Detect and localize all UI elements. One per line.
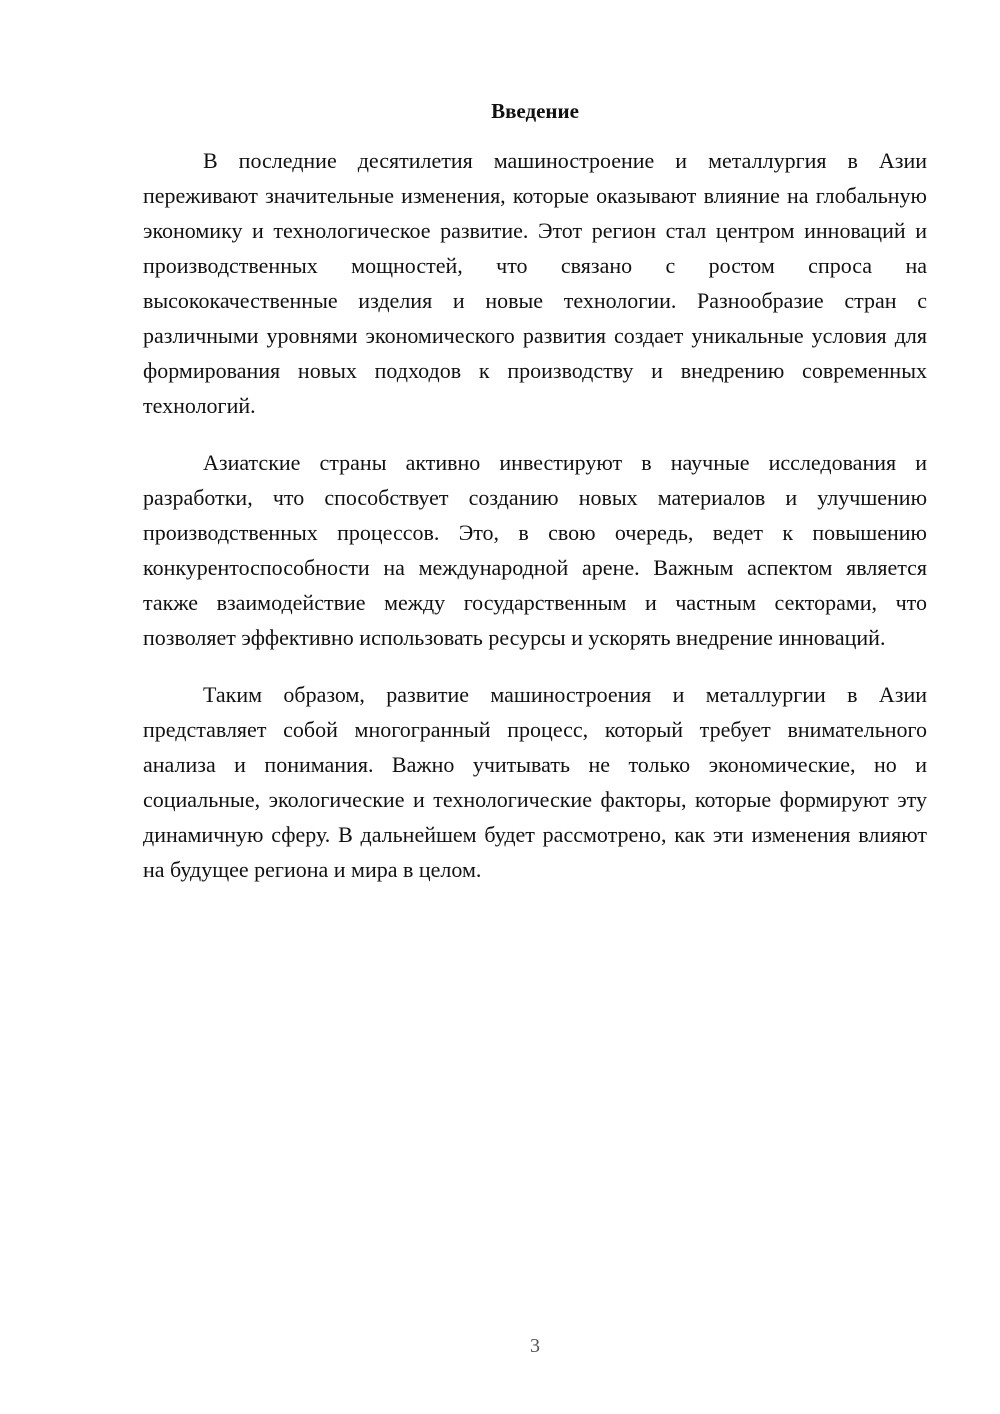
page-number: 3 [530, 1335, 540, 1357]
document-body [143, 143, 927, 909]
page-title: Введение [491, 99, 579, 123]
paragraph-2: Азиатские страны активно инвестируют в научные исследования и разработки, что способствует созданию новых материалов и улучшению производственных процессов. Это, в свою очередь, ведет к повышению конкурентоспособности на международной арене. Важным аспектом является также взаимодействие между государственным и частным секторами, что позволяет эффективно использовать ресурсы и ускорять внедрение инноваций. [143, 450, 927, 650]
paragraph-3: Таким образом, развитие машиностроения и металлургии в Азии представляет собой многогранный процесс, который требует внимательного анализа и понимания. Важно учитывать не только экономические, но и социальные, экологические и технологические факторы, которые формируют эту динамичную сферу. В дальнейшем будет рассмотрено, как эти изменения влияют на будущее региона и мира в целом. [143, 682, 927, 882]
paragraph-1: В последние десятилетия машиностроение и металлургия в Азии переживают значительные изменения, которые оказывают влияние на глобальную экономику и технологическое развитие. Этот регион стал центром инноваций и производственных мощностей, что связано с ростом спроса на высококачественные изделия и новые технологии. Разнообразие стран с различными уровнями экономического развития создает уникальные условия для формирования новых подходов к производству и внедрению современных технологий. [143, 148, 927, 418]
